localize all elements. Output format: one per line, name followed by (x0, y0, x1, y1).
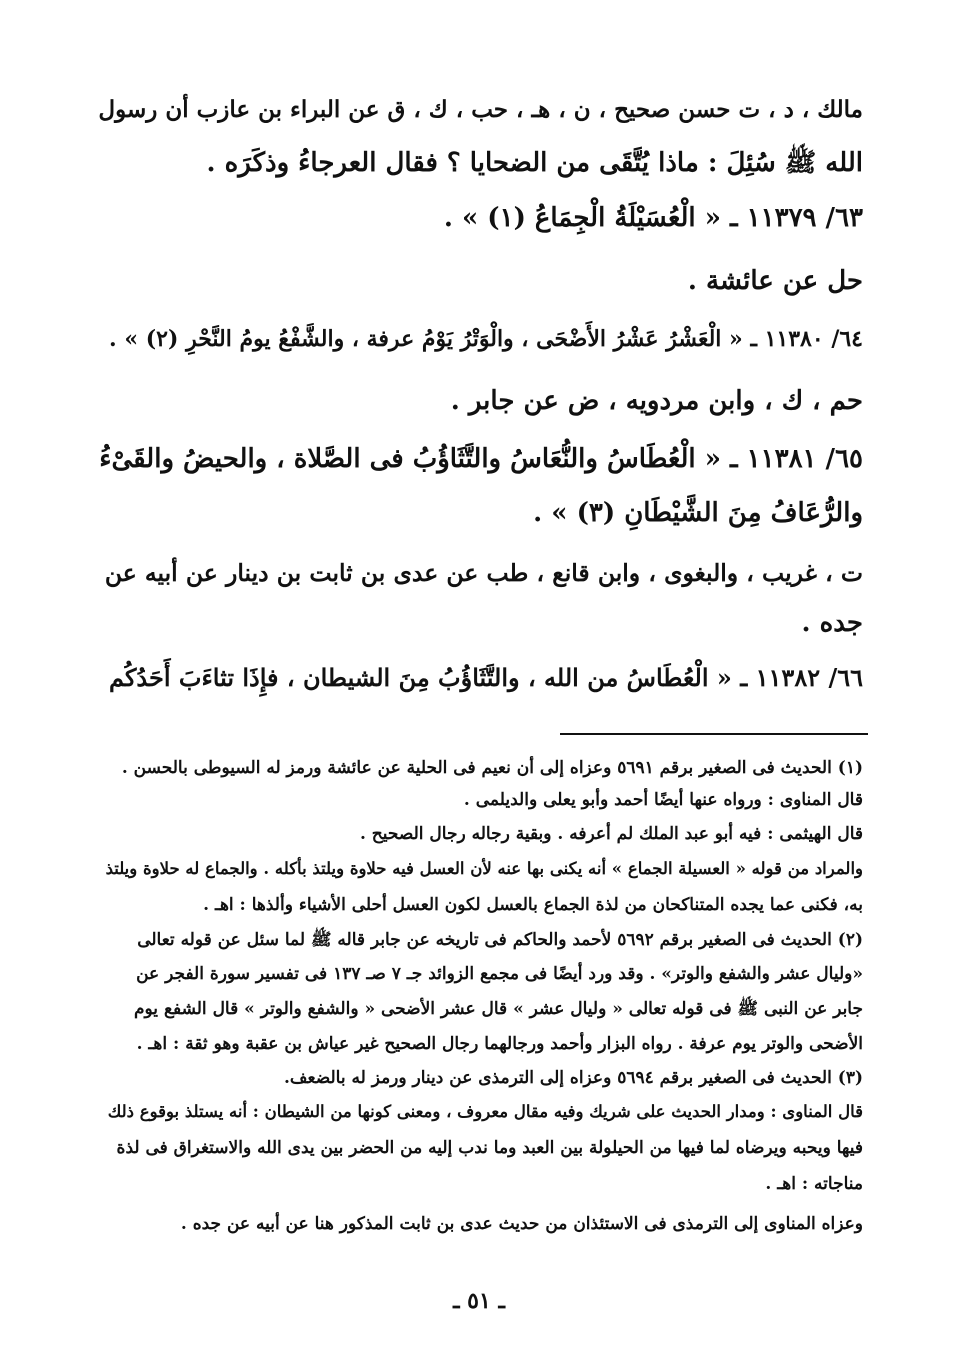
body-line: والرُّعَافُ مِنَ الشَّيْطَانِ (٣) » . (533, 498, 863, 528)
body-line: مالك ، د ، ت حسن صحيح ، ن ، هـ ، حب ، ك ، ق عن البراء بن عازب أن رسول (98, 96, 863, 123)
footnote-line: وعزاه المناوى إلى الترمذى فى الاستئذان من حديث عدى بن ثابت المذكور هنا عن أبيه عن جده . (180, 1214, 863, 1234)
footnote-line: به، فكنى عما يجده المتناكحان من لذة الجماع بالعسل لكون العسل أحلى الأشياء وألذها : اهـ . (203, 895, 863, 915)
footnote-line: جابر عن النبى ﷺ فى قوله تعالى « وليال عشر » قال عشر الأضحى « والشفع والوتر » قال الشفع يوم (133, 999, 863, 1019)
footnote-line: (١) الحديث فى الصغير برقم ٥٦٩١ وعزاه إلى أن نعيم فى الحلية عن عائشة ورمز له السيوطى بالحسن . (121, 758, 863, 778)
footnote-separator (560, 733, 868, 735)
body-line: الله ﷺ سُئِلَ : ماذا يُتَّقَى من الضحايا ؟ فقال العرجاءُ وذكَرَه . (206, 148, 863, 178)
page-number: ـ ٥١ ـ (453, 1288, 505, 1314)
footnote-line: الأضحى والوتر يوم عرفة . رواه البزار وأحمد ورجالهما رجال الصحيح غير عياش بن عقبة وهو ثقة : اهـ . (136, 1034, 863, 1054)
footnote-line: (٣) الحديث فى الصغير برقم ٥٦٩٤ وعزاه إلى الترمذى عن دينار ورمز له بالضعف. (284, 1068, 863, 1088)
hadith-heading: ٦٥/ ١١٣٨١ ـ « الْعُطَاسُ والنُّعَاسُ والتَّثَاؤُبُ فى الصَّلاة ، والحيضُ والقَىْءُ (99, 444, 863, 474)
footnote-line: (٢) الحديث فى الصغير برقم ٥٦٩٢ لأحمد والحاكم فى تاريخه عن جابر قاله ﷺ لما سئل عن قوله تعالى (137, 930, 863, 950)
body-line: حل عن عائشة . (687, 266, 863, 296)
footnote-line: قال الهيثمى : فيه أبو عبد الملك لم أعرفه . وبقية رجاله رجال الصحيح . (359, 824, 863, 844)
hadith-heading: ٦٦/ ١١٣٨٢ ـ « الْعُطَاسُ من الله ، والتَّثَاؤُبُ مِنَ الشيطان ، فإِذَا تثاءَبَ أَحَدُكُم (109, 663, 863, 692)
footnote-line: «وليال عشر والشفع والوتر» . وقد ورد أيضًا فى مجمع الزوائد جـ ٧ صـ ١٣٧ فى تفسير سورة الفجر عن (136, 964, 863, 984)
footnote-line: قال المناوى : ومدار الحديث على شريك وفيه مقال معروف ، ومعنى كونها من الشيطان : أنه يستلذ بوقوع ذلك (107, 1102, 863, 1121)
hadith-heading: ٦٤/ ١١٣٨٠ ـ « الْعَشْرُ عَشْرُ الأَضْحَى ، والْوَتْرُ يَوْمُ عرفة ، والشَّفْعُ يومُ النَّحْرِ (٢) » . (109, 326, 863, 352)
body-line: حم ، ك ، وابن مردويه ، ض عن جابر . (450, 386, 863, 416)
footnote-line: مناجاته : اهـ . (765, 1174, 863, 1194)
body-line: ت ، غريب ، والبغوى ، وابن قانع ، طب عن عدى بن ثابت بن دينار عن أبيه عن (104, 559, 863, 587)
footnote-line: قال المناوى : ورواه عنها أيضًا أحمد وأبو يعلى والديلمى . (463, 790, 863, 810)
footnote-line: فيها ويحبه ويرضاه لما فيها من الحيلولة بين العبد وما ندب إليه من الحضر بين يدى الله والاستغراق فى لذة (116, 1138, 863, 1158)
body-line: جده . (801, 608, 863, 638)
footnote-line: والمراد من قوله « العسيلة الجماع » أنه يكنى بها عنه لأن العسل فيه حلاوة ويلتذ بأكله . والجماع له حلاوة ويلتذ (105, 859, 863, 878)
hadith-heading: ٦٣/ ١١٣٧٩ ـ « الْعُسَيْلَةُ الْجِمَاعُ (١) » . (443, 203, 863, 233)
